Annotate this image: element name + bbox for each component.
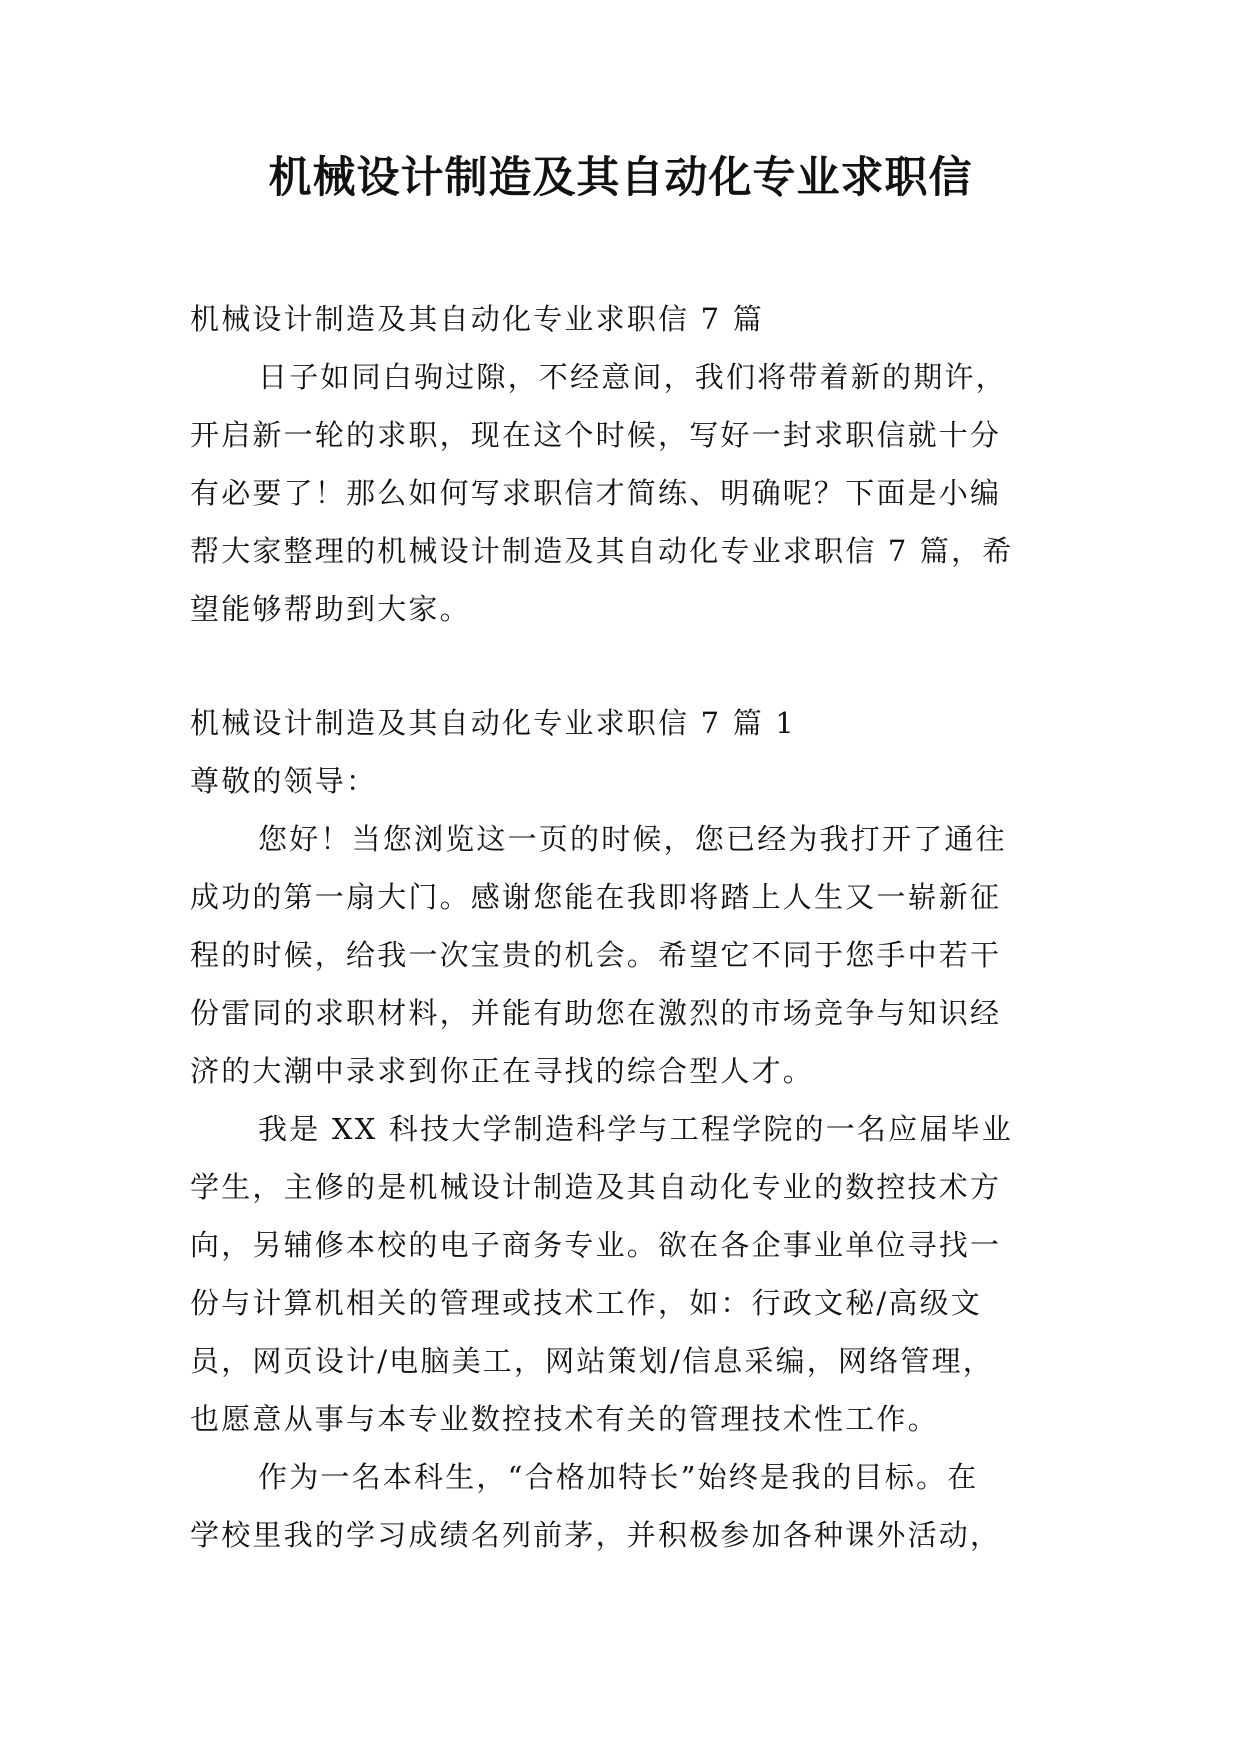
intro-line: 有必要了！那么如何写求职信才简练、明确呢？下面是小编 xyxy=(190,476,1002,510)
paragraph-2 xyxy=(190,1100,1075,1448)
paragraph-line: 向，另辅修本校的电子商务专业。欲在各企事业单位寻找一 xyxy=(190,1228,1002,1262)
intro-line: 开启新一轮的求职，现在这个时候，写好一封求职信就十分 xyxy=(190,418,1002,452)
paragraph-line: 成功的第一扇大门。感谢您能在我即将踏上人生又一崭新征 xyxy=(190,880,1002,914)
paragraph-line: 您好！当您浏览这一页的时候，您已经为我打开了通往 xyxy=(258,822,1007,856)
paragraph-line: 份与计算机相关的管理或技术工作，如：行政文秘/高级文 xyxy=(190,1286,982,1320)
section-heading: 机械设计制造及其自动化专业求职信 7 篇 1 xyxy=(190,706,796,740)
section-heading-block xyxy=(190,694,1075,810)
intro-paragraph xyxy=(190,348,1075,638)
subtitle-block xyxy=(190,290,1075,348)
paragraph-line: 份雷同的求职材料，并能有助您在激烈的市场竞争与知识经 xyxy=(190,996,1002,1030)
paragraph-line: 学校里我的学习成绩名列前茅，并积极参加各种课外活动， xyxy=(190,1518,1002,1552)
intro-line: 日子如同白驹过隙，不经意间，我们将带着新的期许， xyxy=(258,360,1007,394)
paragraph-line: 我是 XX 科技大学制造科学与工程学院的一名应届毕业 xyxy=(258,1112,1013,1146)
paragraph-line: 济的大潮中录求到你正在寻找的综合型人才。 xyxy=(190,1054,815,1088)
paragraph-line: 员，网页设计/电脑美工，网站策划/信息采编，网络管理， xyxy=(190,1344,994,1378)
paragraph-line: 也愿意从事与本专业数控技术有关的管理技术性工作。 xyxy=(190,1402,939,1436)
document-title: 机械设计制造及其自动化专业求职信 xyxy=(268,153,973,203)
intro-line: 望能够帮助到大家。 xyxy=(190,592,471,626)
paragraph-line: 作为一名本科生，“合格加特长”始终是我的目标。在 xyxy=(258,1460,979,1494)
intro-line: 帮大家整理的机械设计制造及其自动化专业求职信 7 篇，希 xyxy=(190,534,1014,568)
paragraph-3 xyxy=(190,1448,1075,1564)
subtitle: 机械设计制造及其自动化专业求职信 7 篇 xyxy=(190,302,764,336)
paragraph-line: 程的时候，给我一次宝贵的机会。希望它不同于您手中若干 xyxy=(190,938,1002,972)
salutation: 尊敬的领导： xyxy=(190,764,378,798)
paragraph-line: 学生，主修的是机械设计制造及其自动化专业的数控技术方 xyxy=(190,1170,1002,1204)
paragraph-1 xyxy=(190,810,1075,1100)
